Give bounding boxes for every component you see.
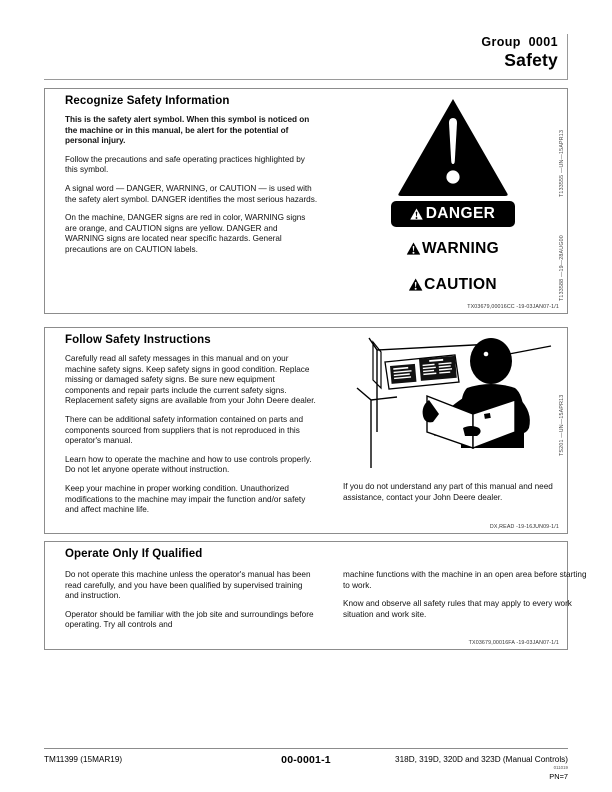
section-follow-body [65,354,320,516]
figure-caption-follow [343,482,588,503]
paragraph: On the machine, DANGER signs are red in color, WARNING signs are orange, and CAUTION signs are yellow. DANGER and WARNING signs are located near specific hazards. General precautions are on CAUTION labels. [65,213,306,254]
danger-label: DANGER [425,205,496,223]
paragraph: Do not operate this machine unless the operator's manual has been read carefully, and you have been qualified by supervised training and instruction. [65,570,311,601]
figure-side-caption: T133555 —UN—15APR13 [559,129,565,197]
safety-alert-triangle-icon [397,97,509,202]
reference-code: TX03679,00016CC -19-03JAN07-1/1 [467,304,559,310]
footer-manual-id: TM11399 (15MAR19) [44,755,123,764]
page-header [44,34,568,80]
danger-signal-banner [391,201,515,227]
section-qualified-body-right [343,570,588,620]
caution-alert-triangle-icon [408,278,422,291]
safety-alert-figure [345,95,560,309]
section-recognize-safety-information [44,88,568,314]
warning-signal-row [406,241,499,257]
footer-rule [44,748,568,749]
footer-models: 318D, 319D, 320D and 323D (Manual Controls) [395,755,568,764]
section-qualified-body-left [65,570,317,631]
reference-code: DX,READ -19-16JUN09-1/1 [489,524,559,530]
paragraph: This is the safety alert symbol. When this symbol is noticed on the machine or in this manual, be alert for the potential of personal injury. [65,115,310,146]
header-vertical-rule [567,34,568,80]
operator-reading-manual-figure [343,336,575,478]
footer-page-code: 00-0001-1 [281,754,331,766]
paragraph: A signal word — DANGER, WARNING, or CAUTION — is used with the safety alert symbol. DANGER identifies the most serious hazards. [65,183,318,204]
footer-pn: PN=7 [549,772,568,781]
paragraph: Keep your machine in proper working condition. Unauthorized modifications to the machine may impair the function and/or safety and affect machine life. [65,483,306,515]
paragraph: Operator should be familiar with the job site and surroundings before operating. Try all controls and [65,609,314,630]
paragraph: Follow the precautions and safe operating practices highlighted by this symbol. [65,154,305,175]
warning-alert-triangle-icon [406,242,420,255]
paragraph: If you do not understand any part of this manual and need assistance, contact your John Deere dealer. [343,482,553,502]
warning-label: WARNING [421,240,500,257]
caution-label: CAUTION [424,276,497,293]
page-title: Safety [504,50,558,70]
section-follow-safety-instructions [44,327,568,534]
paragraph: machine functions with the machine in an open area before starting to work. [343,570,587,590]
paragraph: There can be additional safety information contained on parts and components sourced from suppliers that is not reproduced in this operator's manual. [65,414,304,446]
figure-side-caption: T133588 —19—28AUG00 [559,235,565,301]
footer-sub-code: 011019 [553,765,568,770]
danger-alert-triangle-icon [410,208,423,220]
caution-signal-row [408,277,497,293]
section-recognize-body [65,115,318,256]
paragraph: Carefully read all safety messages in this manual and on your machine safety signs. Keep safety signs in good condition. Replace missing or damaged safety signs. Be sure new equipment components and repair parts include the current safety signs. Replacement safety signs are available from your John Deere dealer. [65,354,316,406]
section-operate-only-if-qualified [44,541,587,650]
reference-code: TX03679,00016FA -19-03JAN07-1/1 [468,640,559,646]
figure-side-caption: TS201 —UN—15APR13 [559,394,565,456]
section-title-follow: Follow Safety Instructions [65,334,211,346]
paragraph: Know and observe all safety rules that may apply to every work situation and work site. [343,599,572,619]
paragraph: Learn how to operate the machine and how to use controls properly. Do not let anyone operate without instruction. [65,454,312,475]
header-group-number: Group 0001 [481,35,558,49]
section-title-qualified: Operate Only If Qualified [65,548,203,560]
header-rule [44,79,568,80]
section-title-recognize: Recognize Safety Information [65,95,230,107]
